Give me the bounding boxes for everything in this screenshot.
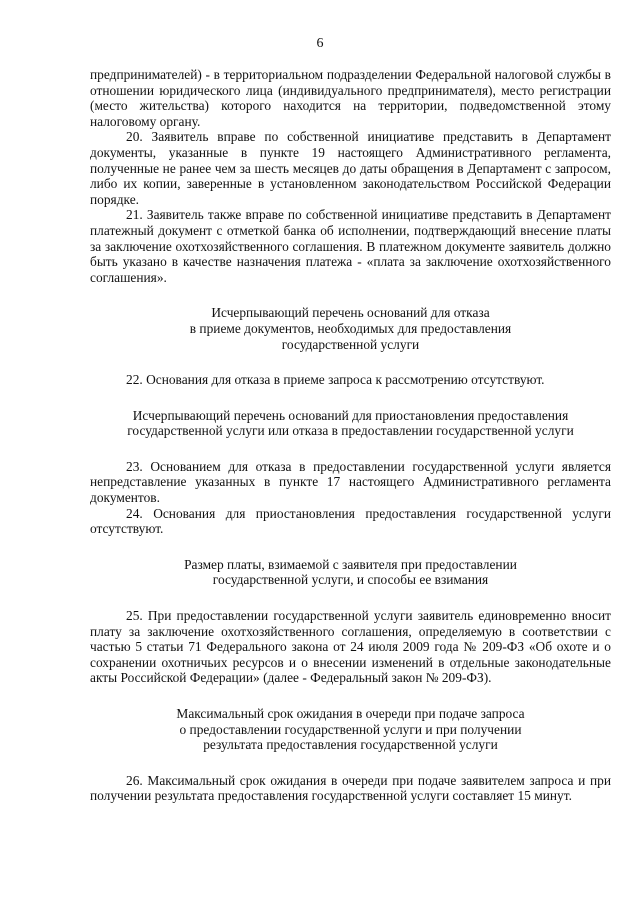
paragraph-20: 20. Заявитель вправе по собственной инициативе представить в Департамент документы, указанные в пункте 19 настоящего Административного регламента, полученные не ранее чем за шесть месяцев до даты обращения в Департамент с запросом, либо их копии, заверенные в установленном законодательством Российской Федерации порядке. [90,129,611,207]
paragraph-23: 23. Основанием для отказа в предоставлении государственной услуги является непредставление указанных в пункте 17 настоящего Административного регламента документов. [90,458,611,506]
heading-fee [90,557,611,588]
heading-line: в приеме документов, необходимых для предоставления [189,320,512,336]
heading-line: Максимальный срок ожидания в очереди при подаче запроса [176,706,525,721]
heading-waiting-time [90,706,611,753]
heading-refusal-grounds [90,305,611,352]
heading-line: государственной услуги [281,336,420,352]
document-body [90,67,611,804]
heading-line: Исчерпывающий перечень оснований для приостановления предоставления [132,407,569,423]
paragraph-continuation: предпринимателей) - в территориальном подразделении Федеральной налоговой службы в отношении юридического лица (индивидуального предпринимателя), место регистрации (место жительства) которого находится на территории, подведомственной этому налоговому органу. [90,67,611,129]
heading-line: результата предоставления государственной услуги [203,737,498,753]
paragraph-26: 26. Максимальный срок ожидания в очереди при подаче заявителем запроса и при получении результата предоставления государственной услуги составляет 15 минут. [90,772,611,804]
heading-suspension-grounds [90,408,611,439]
page-number: 6 [316,36,324,51]
paragraph-25: 25. При предоставлении государственной услуги заявитель единовременно вносит плату за заключение охотхозяйственного соглашения, определяемую в соответствии с частью 5 статьи 71 Федерального закона от 24 июля 2009 года № 209-ФЗ «Об охоте и о сохранении охотничьих ресурсов и о внесении изменений в отдельные законодательные акты Российской Федерации» (далее - Федеральный закон № 209-ФЗ). [90,608,611,686]
paragraph-22: 22. Основания для отказа в приеме запроса к рассмотрению отсутствуют. [126,372,545,388]
heading-line: Размер платы, взимаемой с заявителя при предоставлении [184,556,517,572]
heading-line: о предоставлении государственной услуги и при получении [179,721,522,737]
heading-line: государственной услуги, и способы ее взимания [212,572,489,588]
heading-line: Исчерпывающий перечень оснований для отказа [211,305,490,321]
heading-line: государственной услуги или отказа в предоставлении государственной услуги [127,423,574,439]
paragraph-21: 21. Заявитель также вправе по собственной инициативе представить в Департамент платежный документ с отметкой банка об исполнении, подтверждающий внесение платы за заключение охотхозяйственного соглашения. В платежном документе заявитель должно быть указано в качестве назначения платежа - «плата за заключение охотхозяйственного соглашения». [90,207,611,285]
paragraph-24: 24. Основания для приостановления предоставления государственной услуги отсутствуют. [90,505,611,537]
